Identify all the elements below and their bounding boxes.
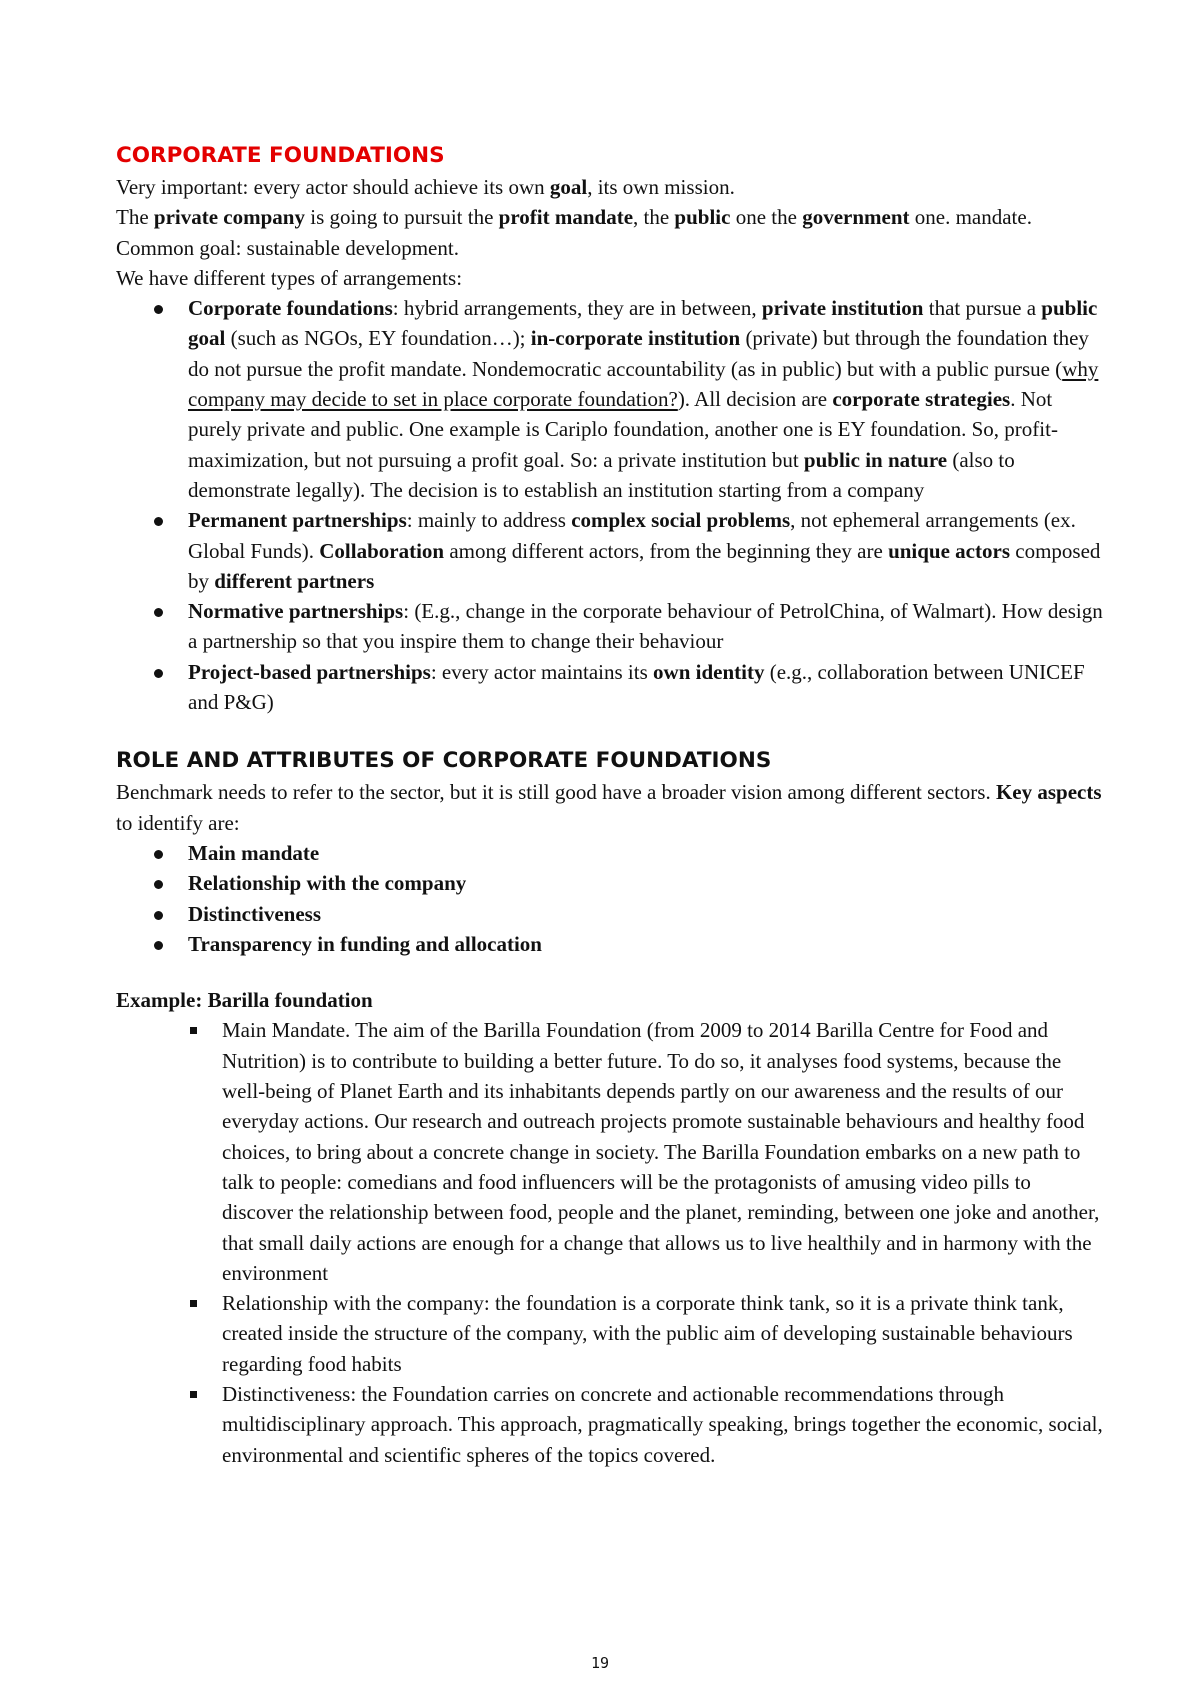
intro-line-2: The private company is going to pursuit the profit mandate, the public one the government one. mandate. Common goal: sustainable development. [116,205,1032,260]
example-title: Example: Barilla foundation [116,988,373,1013]
section-heading-corporate-foundations: CORPORATE FOUNDATIONS [116,143,445,168]
bullet-icon [154,669,163,678]
arrangement-types-list [116,293,1106,717]
key-aspects-list [116,838,1106,959]
page-number: 19 [590,1654,610,1672]
barilla-example-list [116,1015,1106,1469]
list-item: Distinctiveness [116,899,1106,929]
bullet-icon [154,941,163,950]
intro-line-1: Very important: every actor should achieve its own goal, its own mission. [116,175,735,199]
section-heading-role-and-attributes: ROLE AND ATTRIBUTES OF CORPORATE FOUNDATIONS [116,748,772,774]
list-item: Main mandate [116,838,1106,868]
bullet-icon [154,911,163,920]
benchmark-paragraph: Benchmark needs to refer to the sector, but it is still good have a broader vision among different sectors. Key aspects to identify are: [116,780,1102,835]
list-item: Distinctiveness: the Foundation carries on concrete and actionable recommendations through multidisciplinary approach. This approach, pragmatically speaking, brings together the economic, social, environmental and scientific spheres of the topics covered. [116,1379,1106,1470]
square-bullet-icon [190,1027,197,1034]
square-bullet-icon [190,1300,197,1307]
square-bullet-icon [190,1391,197,1398]
list-item: Corporate foundations: hybrid arrangements, they are in between, private institution that pursue a public goal (such as NGOs, EY foundation…); in-corporate institution (private) but through the foundation they do not pursue the profit mandate. Nondemocratic accountability (as in public) but with a public pursue (why company may decide to set in place corporate foundation?). All decision are corporate strategies. Not purely private and public. One example is Cariplo foundation, another one is EY foundation. So, profit-maximization, but not pursuing a profit goal. So: a private institution but public in nature (also to demonstrate legally). The decision is to establish an institution starting from a company [116,293,1106,505]
bullet-icon [154,305,163,314]
bullet-icon [154,517,163,526]
intro-line-3: We have different types of arrangements: [116,265,463,290]
list-item: Relationship with the company [116,868,1106,898]
list-item: Permanent partnerships: mainly to address complex social problems, not ephemeral arrangements (ex. Global Funds). Collaboration among different actors, from the beginning they are unique actors composed by different partners [116,505,1106,596]
list-item: Relationship with the company: the foundation is a corporate think tank, so it is a private think tank, created inside the structure of the company, with the public aim of developing sustainable behaviours regarding food habits [116,1288,1106,1379]
bullet-icon [154,880,163,889]
document-page [116,140,1106,1470]
bullet-icon [154,608,163,617]
list-item: Transparency in funding and allocation [116,929,1106,959]
list-item: Project-based partnerships: every actor maintains its own identity (e.g., collaboration between UNICEF and P&G) [116,657,1106,718]
bullet-icon [154,850,163,859]
list-item: Normative partnerships: (E.g., change in the corporate behaviour of PetrolChina, of Walmart). How design a partnership so that you inspire them to change their behaviour [116,596,1106,657]
list-item: Main Mandate. The aim of the Barilla Foundation (from 2009 to 2014 Barilla Centre for Food and Nutrition) is to contribute to building a better future. To do so, it analyses food systems, because the well-being of Planet Earth and its inhabitants depends partly on our awareness and the results of our everyday actions. Our research and outreach projects promote sustainable behaviours and healthy food choices, to bring about a concrete change in society. The Barilla Foundation embarks on a new path to talk to people: comedians and food influencers will be the protagonists of amusing video pills to discover the relationship between food, people and the planet, reminding, between one joke and another, that small daily actions are enough for a change that allows us to live healthily and in harmony with the environment [116,1015,1106,1288]
